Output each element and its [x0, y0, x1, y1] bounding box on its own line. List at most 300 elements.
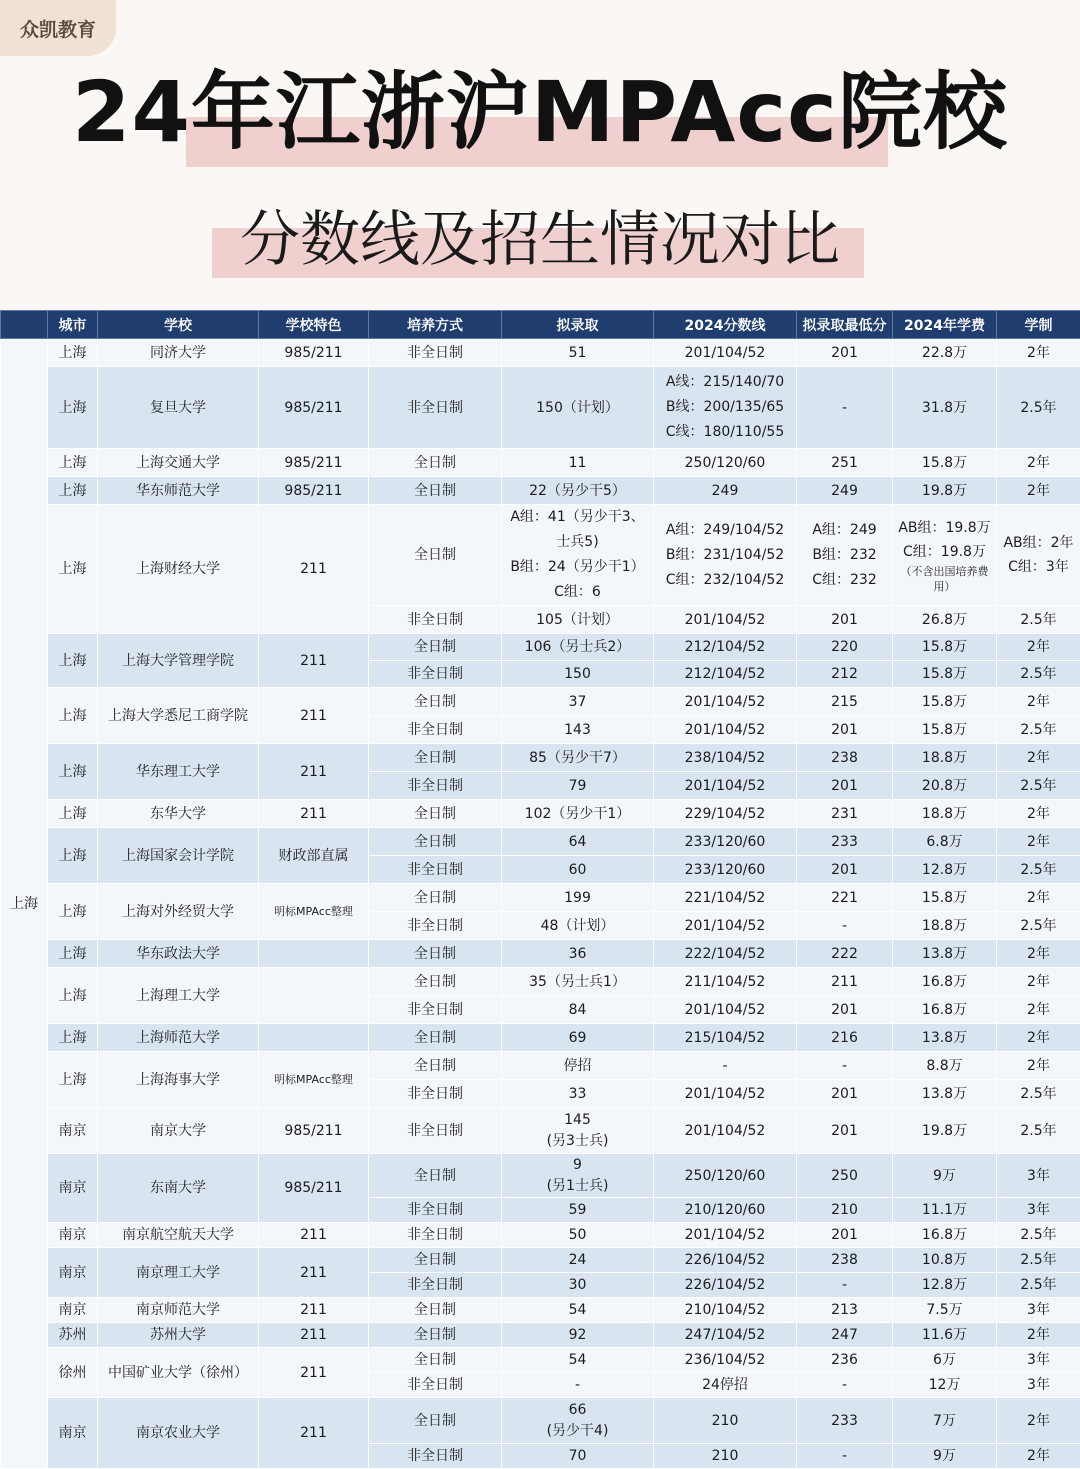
cell-mode: 全日制: [369, 744, 502, 772]
cell-years: 2年: [997, 1052, 1080, 1080]
cell-fee: 15.8万: [893, 634, 997, 661]
region-cell: 上海: [1, 339, 48, 1469]
cell-fee: 8.8万: [893, 1052, 997, 1080]
cell-feature: 211: [259, 688, 369, 744]
header-feature: 学校特色: [259, 311, 369, 339]
cell-fee: 18.8万: [893, 912, 997, 940]
cell-line: 215/104/52: [654, 1024, 797, 1052]
table-row: [1, 688, 1080, 716]
cell-years: 2年: [997, 940, 1080, 968]
cell-years: 2年: [997, 968, 1080, 996]
cell-min: [797, 505, 893, 606]
cell-mode: 非全日制: [369, 996, 502, 1024]
admit-c: C组：6: [504, 580, 651, 605]
cell-years: 2年: [997, 996, 1080, 1024]
cell-school: 上海理工大学: [98, 968, 259, 1024]
admit-count: 145: [504, 1110, 651, 1131]
cell-years: 2.5年: [997, 1223, 1080, 1248]
table-row: [1, 1024, 1080, 1052]
fee-ab: AB组：19.8万: [895, 516, 994, 540]
cell-city: 上海: [48, 449, 98, 477]
cell-admit: [502, 1108, 654, 1154]
cell-min: -: [797, 367, 893, 449]
cell-line: 236/104/52: [654, 1348, 797, 1373]
cell-mode: 全日制: [369, 1154, 502, 1198]
cell-admit: 22（另少干5）: [502, 477, 654, 505]
cell-min: 236: [797, 1348, 893, 1373]
cell-admit: 92: [502, 1323, 654, 1348]
table-row: [1, 367, 1080, 449]
cell-min: 221: [797, 884, 893, 912]
cell-admit: 33: [502, 1080, 654, 1108]
cell-fee: 19.8万: [893, 477, 997, 505]
cell-city: 上海: [48, 884, 98, 940]
cell-school: 上海师范大学: [98, 1024, 259, 1052]
cell-mode: 非全日制: [369, 1444, 502, 1469]
table-row: [1, 505, 1080, 606]
line-a: A组：249/104/52: [656, 518, 794, 543]
table-row: [1, 449, 1080, 477]
cell-min: 233: [797, 1398, 893, 1444]
cell-min: 201: [797, 856, 893, 884]
cell-school: 同济大学: [98, 339, 259, 367]
line-c: C组：232/104/52: [656, 568, 794, 593]
line-c: C线：180/110/55: [656, 420, 794, 445]
cell-school: 中国矿业大学（徐州）: [98, 1348, 259, 1398]
cell-school: 华东师范大学: [98, 477, 259, 505]
cell-fee: 15.8万: [893, 449, 997, 477]
cell-school: 南京大学: [98, 1108, 259, 1154]
cell-feature: 211: [259, 1348, 369, 1398]
page-title: 24年江浙沪MPAcc院校: [72, 62, 1008, 162]
cell-years: 2年: [997, 688, 1080, 716]
cell-school: 上海海事大学: [98, 1052, 259, 1108]
cell-years: 2.5年: [997, 912, 1080, 940]
cell-fee: 7万: [893, 1398, 997, 1444]
cell-fee: 18.8万: [893, 800, 997, 828]
years-ab: AB组：2年: [999, 531, 1078, 555]
cell-admit: 199: [502, 884, 654, 912]
cell-mode: 全日制: [369, 1398, 502, 1444]
cell-admit: 106（另士兵2）: [502, 634, 654, 661]
cell-fee: 12.8万: [893, 856, 997, 884]
cell-line: 229/104/52: [654, 800, 797, 828]
cell-mode: 全日制: [369, 634, 502, 661]
cell-admit: 30: [502, 1273, 654, 1298]
cell-city: 上海: [48, 339, 98, 367]
cell-fee: 12万: [893, 1373, 997, 1398]
cell-city: 上海: [48, 367, 98, 449]
cell-fee: 12.8万: [893, 1273, 997, 1298]
cell-feature: 211: [259, 1323, 369, 1348]
cell-feature: 985/211: [259, 1154, 369, 1223]
cell-line: 201/104/52: [654, 772, 797, 800]
cell-mode: 非全日制: [369, 1080, 502, 1108]
cell-mode: 非全日制: [369, 367, 502, 449]
cell-fee: 7.5万: [893, 1298, 997, 1323]
header-school: 学校: [98, 311, 259, 339]
cell-feature: 明标MPAcc整理: [259, 884, 369, 940]
cell-mode: 全日制: [369, 940, 502, 968]
cell-years: 2年: [997, 1444, 1080, 1469]
cell-fee: 9万: [893, 1444, 997, 1469]
cell-admit: -: [502, 1373, 654, 1398]
cell-min: 231: [797, 800, 893, 828]
cell-min: -: [797, 1373, 893, 1398]
cell-min: 233: [797, 828, 893, 856]
cell-mode: 全日制: [369, 1298, 502, 1323]
cell-fee: 18.8万: [893, 744, 997, 772]
cell-feature: 985/211: [259, 1108, 369, 1154]
cell-fee: 31.8万: [893, 367, 997, 449]
admit-count: 66: [504, 1400, 651, 1421]
cell-min: 201: [797, 996, 893, 1024]
cell-mode: 非全日制: [369, 716, 502, 744]
cell-fee: 9万: [893, 1154, 997, 1198]
cell-feature: 985/211: [259, 449, 369, 477]
cell-city: 南京: [48, 1248, 98, 1298]
cell-admit: 79: [502, 772, 654, 800]
cell-city: 上海: [48, 477, 98, 505]
cell-admit: 54: [502, 1348, 654, 1373]
cell-min: -: [797, 912, 893, 940]
cell-fee: 26.8万: [893, 606, 997, 634]
table-row: [1, 1248, 1080, 1273]
cell-line: 250/120/60: [654, 1154, 797, 1198]
cell-min: 212: [797, 661, 893, 688]
cell-admit: 54: [502, 1298, 654, 1323]
cell-years: 2年: [997, 1398, 1080, 1444]
title-area: [0, 62, 1080, 162]
cell-city: 上海: [48, 940, 98, 968]
cell-years: 3年: [997, 1154, 1080, 1198]
cell-min: 250: [797, 1154, 893, 1198]
cell-admit: 35（另士兵1）: [502, 968, 654, 996]
cell-fee: 6万: [893, 1348, 997, 1373]
cell-city: 上海: [48, 505, 98, 634]
cell-fee: 22.8万: [893, 339, 997, 367]
admit-b: B组：24（另少干1）: [504, 555, 651, 580]
cell-min: 201: [797, 716, 893, 744]
cell-city: 南京: [48, 1398, 98, 1469]
cell-school: 华东政法大学: [98, 940, 259, 968]
cell-fee: 11.1万: [893, 1198, 997, 1223]
cell-line: 212/104/52: [654, 661, 797, 688]
cell-fee: 6.8万: [893, 828, 997, 856]
cell-line: 201/104/52: [654, 1223, 797, 1248]
cell-mode: 全日制: [369, 449, 502, 477]
table-row: [1, 339, 1080, 367]
admit-a-cont: 士兵5): [504, 530, 651, 555]
cell-admit: 60: [502, 856, 654, 884]
admit-count: 9: [504, 1155, 651, 1176]
cell-years: 2.5年: [997, 856, 1080, 884]
cell-years: 2年: [997, 800, 1080, 828]
cell-school: 上海国家会计学院: [98, 828, 259, 884]
cell-admit: 停招: [502, 1052, 654, 1080]
cell-line: 201/104/52: [654, 1080, 797, 1108]
cell-school: 华东理工大学: [98, 744, 259, 800]
cell-admit: 51: [502, 339, 654, 367]
cell-line: 210: [654, 1444, 797, 1469]
cell-min: 201: [797, 1108, 893, 1154]
cell-years: 3年: [997, 1348, 1080, 1373]
cell-admit: [502, 1154, 654, 1198]
cell-admit: [502, 505, 654, 606]
cell-fee: [893, 505, 997, 606]
table-row: [1, 1323, 1080, 1348]
cell-years: 3年: [997, 1298, 1080, 1323]
years-c: C组：3年: [999, 555, 1078, 579]
table-row: [1, 1298, 1080, 1323]
cell-line: [654, 367, 797, 449]
cell-min: -: [797, 1052, 893, 1080]
cell-line: 201/104/52: [654, 716, 797, 744]
cell-years: 2.5年: [997, 661, 1080, 688]
cell-line: 221/104/52: [654, 884, 797, 912]
table-row: [1, 828, 1080, 856]
cell-min: 216: [797, 1024, 893, 1052]
cell-mode: 全日制: [369, 884, 502, 912]
cell-years: 2.5年: [997, 367, 1080, 449]
cell-admit: 150（计划）: [502, 367, 654, 449]
table-row: [1, 634, 1080, 661]
cell-city: 南京: [48, 1154, 98, 1223]
cell-mode: 非全日制: [369, 661, 502, 688]
cell-city: 苏州: [48, 1323, 98, 1348]
cell-city: 上海: [48, 1052, 98, 1108]
table-row: [1, 1052, 1080, 1080]
brand-name: 众凯教育: [20, 15, 96, 42]
cell-admit: [502, 1398, 654, 1444]
cell-city: 上海: [48, 688, 98, 744]
cell-min: 201: [797, 1080, 893, 1108]
cell-min: 215: [797, 688, 893, 716]
cell-mode: 全日制: [369, 477, 502, 505]
cell-admit: 37: [502, 688, 654, 716]
header-years: 学制: [997, 311, 1080, 339]
cell-years: 2.5年: [997, 1248, 1080, 1273]
cell-fee: 15.8万: [893, 884, 997, 912]
cell-line: [654, 505, 797, 606]
cell-fee: 13.8万: [893, 1024, 997, 1052]
cell-city: 徐州: [48, 1348, 98, 1398]
cell-min: 247: [797, 1323, 893, 1348]
header-fee: 2024年学费: [893, 311, 997, 339]
cell-line: 24停招: [654, 1373, 797, 1398]
cell-admit: 50: [502, 1223, 654, 1248]
cell-fee: 15.8万: [893, 688, 997, 716]
cell-feature: 211: [259, 800, 369, 828]
cell-min: -: [797, 1273, 893, 1298]
cell-feature: [259, 1024, 369, 1052]
header-region: [1, 311, 48, 339]
admit-extra: (另1士兵): [504, 1176, 651, 1197]
cell-school: 上海交通大学: [98, 449, 259, 477]
cell-mode: 全日制: [369, 1052, 502, 1080]
cell-line: 210: [654, 1398, 797, 1444]
cell-mode: 非全日制: [369, 1223, 502, 1248]
cell-line: 201/104/52: [654, 688, 797, 716]
subtitle-area: [0, 200, 1080, 280]
cell-feature: 211: [259, 505, 369, 634]
header-min: 拟录取最低分: [797, 311, 893, 339]
cell-min: 201: [797, 772, 893, 800]
header-admit: 拟录取: [502, 311, 654, 339]
cell-years: [997, 505, 1080, 606]
cell-city: 南京: [48, 1298, 98, 1323]
cell-school: 南京理工大学: [98, 1248, 259, 1298]
cell-mode: 非全日制: [369, 912, 502, 940]
cell-line: 250/120/60: [654, 449, 797, 477]
fee-c: C组：19.8万: [895, 540, 994, 564]
cell-min: 201: [797, 339, 893, 367]
cell-feature: [259, 968, 369, 1024]
cell-admit: 36: [502, 940, 654, 968]
admit-extra: (另3士兵): [504, 1131, 651, 1152]
admit-a: A组：41（另少干3、: [504, 505, 651, 530]
admit-extra: (另少干4): [504, 1421, 651, 1442]
cell-fee: 10.8万: [893, 1248, 997, 1273]
cell-min: 201: [797, 606, 893, 634]
cell-line: 247/104/52: [654, 1323, 797, 1348]
cell-years: 2.5年: [997, 1273, 1080, 1298]
cell-city: 上海: [48, 800, 98, 828]
cell-min: 249: [797, 477, 893, 505]
cell-city: 上海: [48, 634, 98, 688]
cell-min: 201: [797, 1223, 893, 1248]
comparison-table: [0, 310, 1080, 1469]
table-row: [1, 1398, 1080, 1444]
cell-line: 212/104/52: [654, 634, 797, 661]
cell-min: 222: [797, 940, 893, 968]
cell-admit: 84: [502, 996, 654, 1024]
brand-badge: [0, 0, 116, 56]
cell-feature: 985/211: [259, 477, 369, 505]
table-row: [1, 800, 1080, 828]
cell-fee: 15.8万: [893, 661, 997, 688]
cell-school: 南京农业大学: [98, 1398, 259, 1469]
cell-min: 211: [797, 968, 893, 996]
cell-mode: 非全日制: [369, 1373, 502, 1398]
cell-years: 2年: [997, 884, 1080, 912]
cell-school: 苏州大学: [98, 1323, 259, 1348]
cell-mode: 全日制: [369, 1348, 502, 1373]
cell-line: 211/104/52: [654, 968, 797, 996]
cell-mode: 全日制: [369, 1248, 502, 1273]
cell-feature: 财政部直属: [259, 828, 369, 884]
cell-fee: 16.8万: [893, 1223, 997, 1248]
cell-mode: 全日制: [369, 505, 502, 606]
min-c: C组：232: [799, 568, 890, 593]
cell-feature: 211: [259, 634, 369, 688]
line-b: B线：200/135/65: [656, 395, 794, 420]
cell-years: 2.5年: [997, 716, 1080, 744]
cell-feature: 985/211: [259, 339, 369, 367]
cell-min: 238: [797, 744, 893, 772]
cell-feature: 211: [259, 1248, 369, 1298]
cell-mode: 非全日制: [369, 606, 502, 634]
cell-min: 251: [797, 449, 893, 477]
cell-mode: 非全日制: [369, 339, 502, 367]
cell-min: -: [797, 1444, 893, 1469]
cell-fee: 20.8万: [893, 772, 997, 800]
cell-mode: 全日制: [369, 828, 502, 856]
cell-admit: 105（计划）: [502, 606, 654, 634]
cell-mode: 全日制: [369, 800, 502, 828]
cell-years: 2年: [997, 449, 1080, 477]
header-line: 2024分数线: [654, 311, 797, 339]
cell-years: 2年: [997, 634, 1080, 661]
cell-line: 201/104/52: [654, 339, 797, 367]
table-row: [1, 1348, 1080, 1373]
cell-admit: 70: [502, 1444, 654, 1469]
cell-years: 3年: [997, 1373, 1080, 1398]
cell-line: 210/104/52: [654, 1298, 797, 1323]
cell-feature: 明标MPAcc整理: [259, 1052, 369, 1108]
table-row: [1, 1108, 1080, 1154]
cell-mode: 全日制: [369, 1323, 502, 1348]
table-row: [1, 477, 1080, 505]
cell-admit: 24: [502, 1248, 654, 1273]
cell-school: 复旦大学: [98, 367, 259, 449]
cell-line: 222/104/52: [654, 940, 797, 968]
cell-school: 上海大学管理学院: [98, 634, 259, 688]
cell-admit: 69: [502, 1024, 654, 1052]
cell-mode: 非全日制: [369, 772, 502, 800]
cell-fee: 11.6万: [893, 1323, 997, 1348]
cell-min: 238: [797, 1248, 893, 1273]
cell-school: 南京师范大学: [98, 1298, 259, 1323]
cell-years: 2年: [997, 744, 1080, 772]
cell-city: 上海: [48, 828, 98, 884]
cell-years: 2年: [997, 1024, 1080, 1052]
cell-school: 上海对外经贸大学: [98, 884, 259, 940]
table-row: [1, 1223, 1080, 1248]
cell-min: 213: [797, 1298, 893, 1323]
cell-min: 210: [797, 1198, 893, 1223]
cell-mode: 非全日制: [369, 856, 502, 884]
cell-fee: 13.8万: [893, 940, 997, 968]
cell-city: 上海: [48, 1024, 98, 1052]
table-row: [1, 940, 1080, 968]
min-a: A组：249: [799, 518, 890, 543]
header-city: 城市: [48, 311, 98, 339]
cell-years: 3年: [997, 1198, 1080, 1223]
cell-line: 201/104/52: [654, 996, 797, 1024]
cell-mode: 非全日制: [369, 1198, 502, 1223]
cell-mode: 全日制: [369, 688, 502, 716]
cell-years: 2.5年: [997, 606, 1080, 634]
cell-school: 上海财经大学: [98, 505, 259, 634]
cell-line: 201/104/52: [654, 912, 797, 940]
cell-years: 2年: [997, 828, 1080, 856]
cell-fee: 16.8万: [893, 996, 997, 1024]
fee-note: （不含出国培养费用）: [895, 564, 994, 594]
cell-fee: 15.8万: [893, 716, 997, 744]
cell-line: 238/104/52: [654, 744, 797, 772]
cell-years: 2.5年: [997, 772, 1080, 800]
cell-admit: 64: [502, 828, 654, 856]
cell-admit: 143: [502, 716, 654, 744]
cell-feature: 211: [259, 1298, 369, 1323]
cell-line: 201/104/52: [654, 1108, 797, 1154]
cell-line: 233/120/60: [654, 856, 797, 884]
cell-school: 南京航空航天大学: [98, 1223, 259, 1248]
cell-years: 2年: [997, 477, 1080, 505]
cell-fee: 13.8万: [893, 1080, 997, 1108]
cell-feature: 211: [259, 744, 369, 800]
